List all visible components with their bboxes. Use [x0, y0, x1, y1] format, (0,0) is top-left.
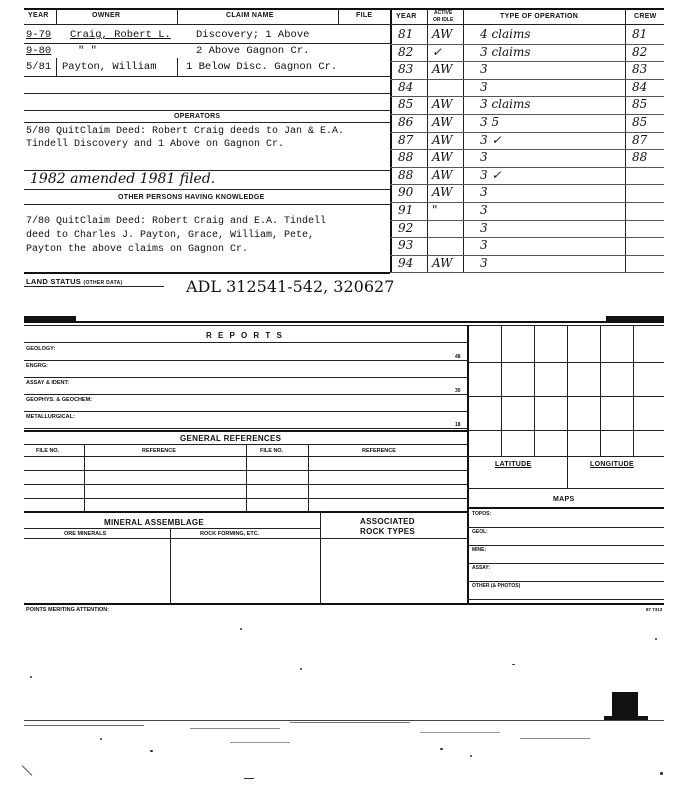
longitude-label: LONGITUDE [590, 461, 634, 468]
report-divider [24, 428, 468, 429]
activity-type: 3 [480, 256, 488, 270]
activity-year: 91 [398, 203, 414, 217]
activity-type: 3 [480, 221, 488, 235]
col-header-reference: REFERENCE [142, 448, 176, 454]
claim-owner: Payton, William [62, 61, 157, 73]
report-label: GEOLOGY: [26, 346, 56, 352]
activity-status: ✓ [432, 45, 443, 59]
activity-year: 88 [398, 168, 414, 182]
activity-year: 87 [398, 133, 414, 147]
knowledge-title: OTHER PERSONS HAVING KNOWLEDGE [118, 194, 265, 201]
map-divider [468, 545, 664, 546]
activity-status: AW [432, 185, 453, 199]
activity-year: 94 [398, 256, 414, 270]
claim-year: 5/81 [26, 61, 52, 73]
activity-crew: 84 [632, 80, 648, 94]
col-header-year: YEAR [28, 12, 49, 19]
col-header-reference: REFERENCE [362, 448, 396, 454]
row-divider [390, 272, 664, 273]
activity-type: 4 claims [480, 27, 531, 41]
report-label: ENGRG: [26, 363, 48, 369]
activity-year: 90 [398, 185, 414, 199]
activity-type: 3 [480, 150, 488, 164]
claim-name: 1 Below Disc. Gagnon Cr. [186, 61, 338, 73]
activity-type: 3 ✓ [480, 133, 502, 147]
row-divider [390, 79, 664, 80]
activity-status: AW [432, 168, 453, 182]
activity-status: AW [432, 27, 453, 41]
col-header-claim-name: CLAIM NAME [226, 12, 274, 19]
claim-name: Discovery; 1 Above [196, 29, 310, 41]
activity-status: AW [432, 97, 453, 111]
claim-name: 2 Above Gagnon Cr. [196, 45, 310, 57]
associated-label: ASSOCIATED [360, 517, 415, 526]
knowledge-line: Payton the above claims on Gagnon Cr. [26, 244, 249, 255]
map-divider [468, 527, 664, 528]
land-status-value: ADL 312541-542, 320627 [186, 277, 395, 296]
activity-type: 3 [480, 238, 488, 252]
claim-owner: Craig, Robert L. [70, 29, 171, 41]
points-label: POINTS MERITING ATTENTION: [26, 607, 110, 613]
report-divider [24, 394, 468, 395]
report-count: 18 [455, 422, 461, 428]
activity-status: AW [432, 62, 453, 76]
activity-type: 3 [480, 185, 488, 199]
maps-title: MAPS [553, 496, 575, 503]
map-label: TOPOS: [472, 511, 492, 517]
map-divider [468, 581, 664, 582]
activity-year: 81 [398, 27, 414, 41]
activity-year: 84 [398, 80, 414, 94]
activity-crew: 88 [632, 150, 648, 164]
activity-year: 86 [398, 115, 414, 129]
col-header-type: TYPE OF OPERATION [500, 13, 579, 20]
land-status-sub: (OTHER DATA) [83, 280, 123, 286]
activity-type: 3 ✓ [480, 168, 502, 182]
activity-type: 3 [480, 62, 488, 76]
col-header-active: ACTIVE [434, 10, 453, 16]
activity-crew: 85 [632, 115, 648, 129]
form-code: 87 7313 [646, 607, 663, 612]
activity-status: AW [432, 150, 453, 164]
col-header-year: YEAR [396, 13, 417, 20]
map-divider [468, 599, 664, 600]
map-label: MINE: [472, 547, 487, 553]
activity-status: AW [432, 133, 453, 147]
activity-status: AW [432, 115, 453, 129]
row-divider [390, 220, 664, 221]
col-header-rock-forming: ROCK FORMING, ETC. [200, 531, 260, 537]
handwritten-note: 1982 amended 1981 filed. [30, 171, 216, 187]
col-header-file-no: FILE NO. [36, 448, 60, 454]
activity-crew: 85 [632, 97, 648, 111]
report-label: GEOPHYS. & GEOCHEM: [26, 397, 93, 403]
activity-year: 83 [398, 62, 414, 76]
report-divider [24, 377, 468, 378]
col-header-or-idle: OR IDLE [433, 17, 454, 23]
land-status-label [26, 277, 122, 286]
activity-year: 85 [398, 97, 414, 111]
activity-crew: 83 [632, 62, 648, 76]
activity-type: 3 5 [480, 115, 500, 129]
row-divider [390, 237, 664, 238]
col-header-owner: OWNER [92, 12, 121, 19]
claim-year: 9-80 [26, 45, 52, 57]
report-divider [24, 360, 468, 361]
latitude-label: LATITUDE [495, 461, 532, 468]
col-header-file-no: FILE NO. [260, 448, 284, 454]
col-header-file: FILE [356, 12, 373, 19]
activity-status: " [432, 203, 438, 217]
map-label: ASSAY: [472, 565, 491, 571]
col-header-crew: CREW [634, 13, 657, 20]
report-label: ASSAY & IDENT: [26, 380, 70, 386]
activity-year: 82 [398, 45, 414, 59]
claim-owner: " " [78, 45, 97, 57]
activity-type: 3 [480, 203, 488, 217]
operators-title: OPERATORS [174, 113, 221, 120]
mineral-assemblage-title: MINERAL ASSEMBLAGE [104, 518, 205, 527]
report-label: METALLURGICAL: [26, 414, 75, 420]
report-count: 48 [455, 354, 461, 360]
activity-status: AW [432, 256, 453, 270]
land-status-title: LAND STATUS [26, 277, 82, 286]
operators-line: 5/80 QuitClaim Deed: Robert Craig deeds to Jan & E.A. [26, 126, 345, 137]
map-label: OTHER (& PHOTOS) [472, 583, 521, 589]
general-references-title: GENERAL REFERENCES [180, 434, 282, 443]
col-header-ore-minerals: ORE MINERALS [64, 531, 107, 537]
reports-title: R E P O R T S [206, 331, 284, 340]
map-divider [468, 563, 664, 564]
activity-crew: 81 [632, 27, 648, 41]
operators-line: Tindell Discovery and 1 Above on Gagnon Cr. [26, 139, 285, 150]
claim-year: 9-79 [26, 29, 52, 41]
rock-types-label: ROCK TYPES [360, 527, 416, 536]
activity-type: 3 [480, 80, 488, 94]
map-label: GEOL: [472, 529, 488, 535]
activity-year: 92 [398, 221, 414, 235]
activity-type: 3 claims [480, 97, 531, 111]
activity-crew: 82 [632, 45, 648, 59]
activity-year: 93 [398, 238, 414, 252]
report-count: 30 [455, 388, 461, 394]
report-divider [24, 411, 468, 412]
activity-year: 88 [398, 150, 414, 164]
knowledge-line: 7/80 QuitClaim Deed: Robert Craig and E.A. Tindell [26, 216, 327, 227]
activity-crew: 87 [632, 133, 648, 147]
knowledge-line: deed to Charles J. Payton, Grace, William, Pete, [26, 230, 315, 241]
activity-type: 3 claims [480, 45, 531, 59]
